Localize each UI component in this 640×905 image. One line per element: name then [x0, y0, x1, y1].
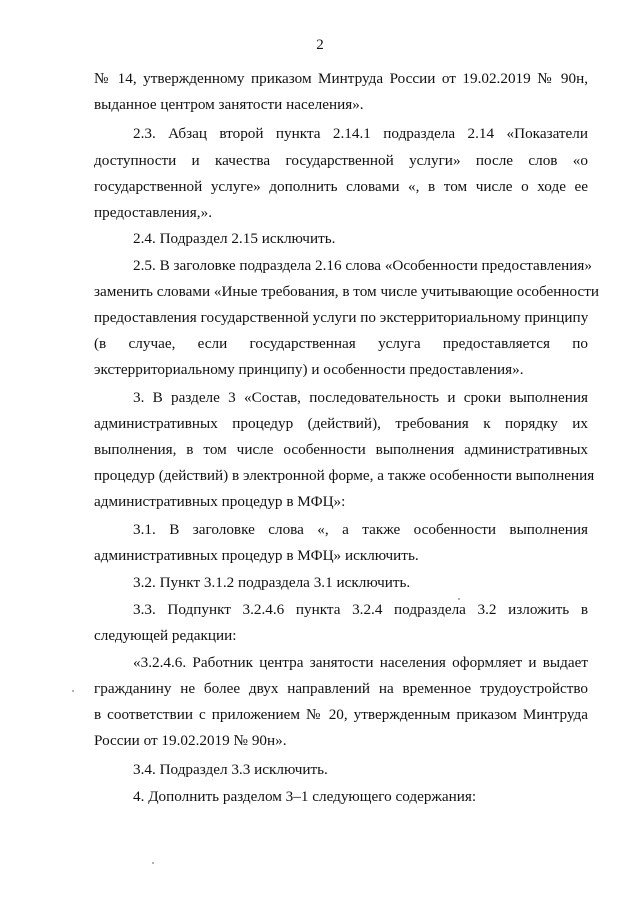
- scan-speck: [152, 862, 154, 864]
- text-line: гражданину не более двух направлений на временное трудоустройство: [94, 680, 588, 697]
- text-line: предоставления государственной услуги по экстерриториальному принципу: [94, 309, 589, 326]
- text-line: 2.4. Подраздел 2.15 исключить.: [133, 230, 336, 247]
- text-line: 3. В разделе 3 «Состав, последовательность и сроки выполнения: [133, 389, 588, 406]
- text-line: административных процедур (действий), требования к порядку их: [94, 415, 588, 432]
- text-line: экстерриториальному принципу) и особенности предоставления».: [94, 361, 524, 378]
- text-line: 3.2. Пункт 3.1.2 подраздела 3.1 исключить.: [133, 574, 411, 591]
- text-line: 4. Дополнить разделом 3–1 следующего содержания:: [133, 788, 477, 805]
- scan-speck: [458, 598, 460, 600]
- text-line: процедур (действий) в электронной форме, а также особенности выполнения: [94, 467, 595, 484]
- text-line: доступности и качества государственной услуги» после слов «о: [94, 152, 588, 169]
- scan-speck: [72, 690, 74, 692]
- text-line: 3.3. Подпункт 3.2.4.6 пункта 3.2.4 подраздела 3.2 изложить в: [133, 601, 588, 618]
- text-line: «3.2.4.6. Работник центра занятости населения оформляет и выдает: [133, 654, 588, 671]
- text-line: в соответствии с приложением № 20, утвержденным приказом Минтруда: [94, 706, 588, 723]
- text-line: государственной услуге» дополнить словами «, в том числе о ходе ее: [94, 178, 588, 195]
- text-line: выданное центром занятости населения».: [94, 96, 364, 113]
- text-line: предоставления,».: [94, 204, 212, 221]
- text-line: следующей редакции:: [94, 627, 237, 644]
- text-line: (в случае, если государственная услуга предоставляется по: [94, 335, 588, 352]
- text-line: 2.3. Абзац второй пункта 2.14.1 подраздела 2.14 «Показатели: [133, 125, 588, 142]
- text-line: административных процедур в МФЦ»:: [94, 493, 346, 510]
- text-line: России от 19.02.2019 № 90н».: [94, 732, 287, 749]
- text-line: выполнения, в том числе особенности выполнения административных: [94, 441, 588, 458]
- text-line: 3.4. Подраздел 3.3 исключить.: [133, 761, 328, 778]
- text-line: заменить словами «Иные требования, в том числе учитывающие особенности: [94, 283, 599, 300]
- text-line: 3.1. В заголовке слова «, а также особенности выполнения: [133, 521, 588, 538]
- text-line: 2.5. В заголовке подраздела 2.16 слова «Особенности предоставления»: [133, 257, 592, 274]
- text-line: № 14, утвержденному приказом Минтруда России от 19.02.2019 № 90н,: [94, 70, 588, 87]
- page-number: 2: [316, 37, 324, 53]
- text-line: административных процедур в МФЦ» исключить.: [94, 547, 419, 564]
